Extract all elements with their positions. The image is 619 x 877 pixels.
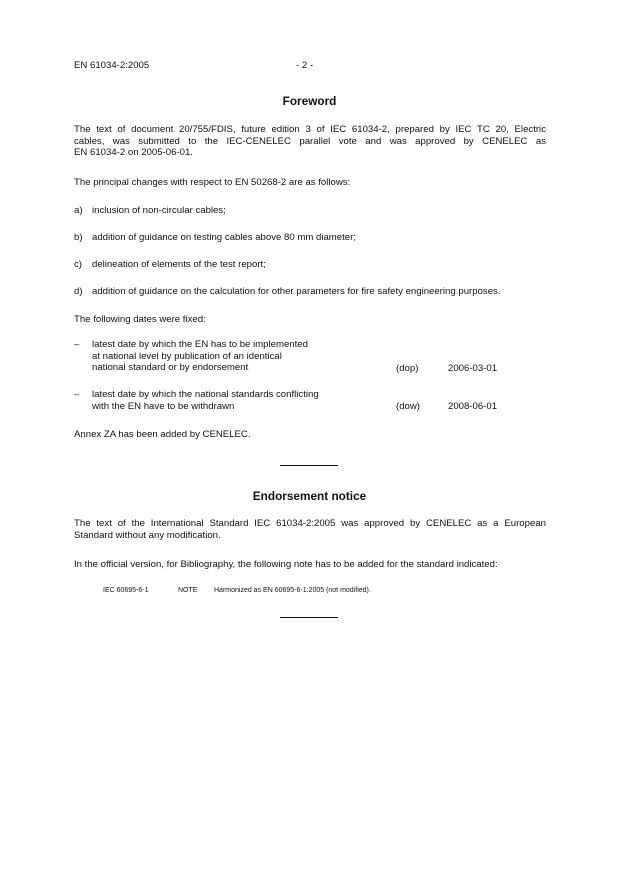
change-c-text: delineation of elements of the test report; — [92, 259, 266, 270]
dop-abbreviation: (dop) — [396, 363, 419, 374]
note-text: Harmonized as EN 60695-6-1:2005 (not modified). — [214, 587, 371, 594]
section-divider — [280, 465, 338, 466]
dow-date: 2008-06-01 — [448, 401, 498, 412]
changes-intro: The principal changes with respect to EN 50268-2 are as follows: — [74, 177, 351, 188]
endorsement-line-2: Standard without any modification. — [74, 529, 221, 541]
dates-intro: The following dates were fixed: — [74, 314, 206, 325]
dow-dash: – — [74, 389, 80, 400]
dow-abbreviation: (dow) — [396, 401, 420, 412]
intro-line-1: The text of document 20/755/FDIS, future edition 3 of IEC 61034-2, prepared by IEC TC 20, Electric — [74, 124, 546, 135]
change-a-marker: a) — [74, 205, 83, 216]
foreword-heading: Foreword — [282, 94, 337, 108]
change-b-text: addition of guidance on testing cables above 80 mm diameter; — [92, 232, 356, 243]
change-c-marker: c) — [74, 259, 82, 270]
bibliography-intro: In the official version, for Bibliography, the following note has to be added for the standard indicated: — [74, 559, 498, 570]
dow-description — [92, 389, 319, 412]
page-number: - 2 - — [296, 60, 314, 71]
endorsement-line-1: The text of the International Standard IEC 61034-2:2005 was approved by CENELEC as a European — [74, 518, 546, 529]
dop-dash: – — [74, 339, 80, 350]
endorsement-text — [74, 518, 546, 541]
dow-line-1: latest date by which the national standards conflicting — [92, 389, 319, 400]
document-id: EN 61034-2:2005 — [74, 60, 150, 71]
dop-date: 2006-03-01 — [448, 363, 498, 374]
dow-line-2: with the EN have to be withdrawn — [92, 400, 235, 412]
dop-description — [92, 339, 308, 374]
dop-line-1: latest date by which the EN has to be implemented — [92, 339, 308, 350]
change-d-marker: d) — [74, 286, 83, 297]
change-d-text: addition of guidance on the calculation for other parameters for fire safety engineering purposes. — [92, 286, 501, 297]
dop-line-3: national standard or by endorsement — [92, 362, 249, 374]
foreword-intro — [74, 124, 546, 159]
annex-note: Annex ZA has been added by CENELEC. — [74, 429, 251, 440]
end-divider — [280, 617, 338, 618]
note-label: NOTE — [178, 587, 198, 594]
intro-line-2: cables, was submitted to the IEC-CENELEC parallel vote and was approved by CENELEC as — [74, 135, 546, 147]
dop-line-2: at national level by publication of an identical — [92, 350, 282, 362]
change-b-marker: b) — [74, 232, 83, 243]
intro-line-3: EN 61034-2 on 2005-06-01. — [74, 147, 193, 159]
note-standard: IEC 60695-6-1 — [103, 587, 149, 594]
endorsement-heading: Endorsement notice — [252, 489, 367, 503]
change-a-text: inclusion of non-circular cables; — [92, 205, 226, 216]
